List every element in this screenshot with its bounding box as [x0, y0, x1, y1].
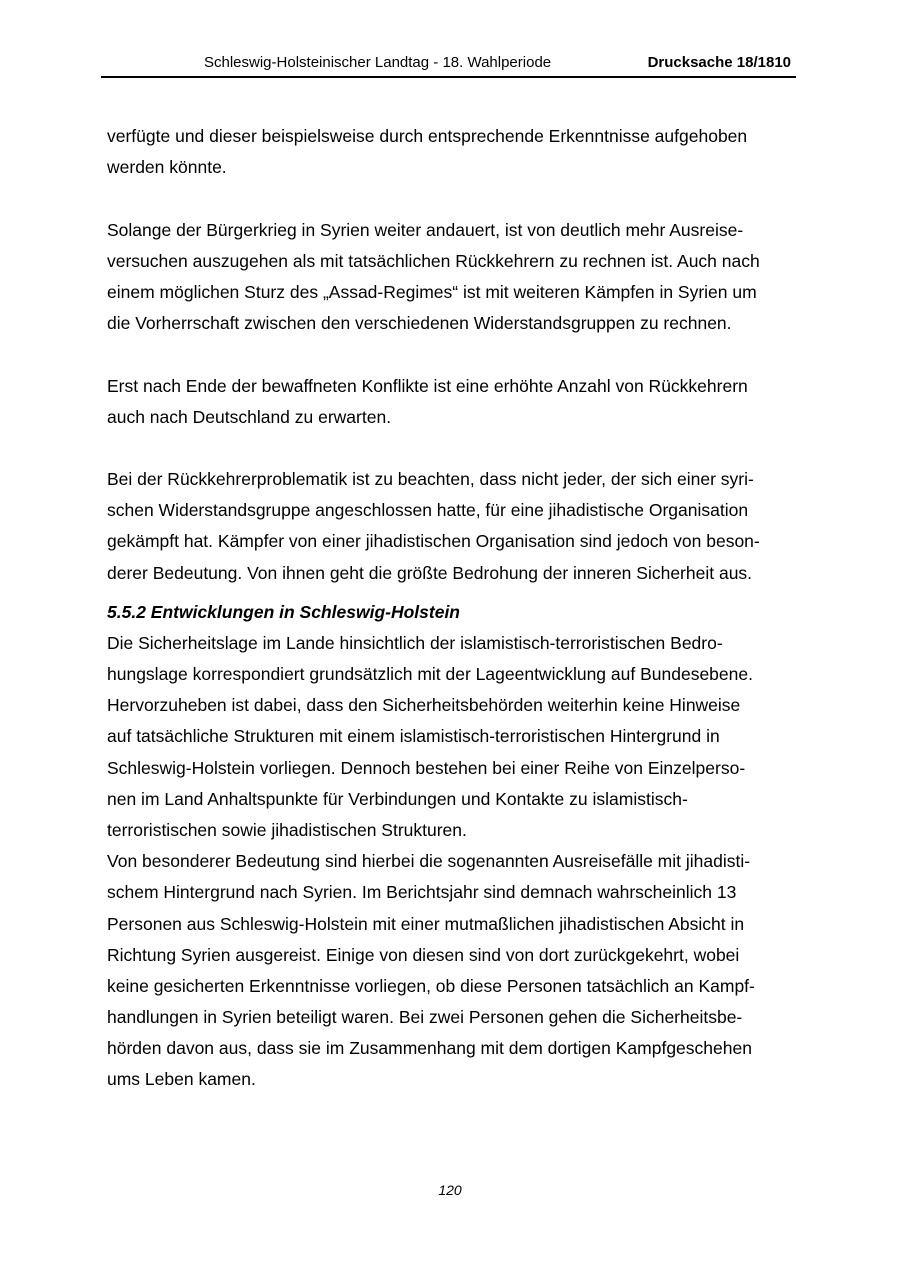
text-line: ums Leben kamen.	[107, 1069, 256, 1090]
page-header	[101, 50, 796, 78]
text-line: auf tatsächliche Strukturen mit einem islamistisch-terroristischen Hintergrund in	[107, 726, 720, 747]
text-line: schem Hintergrund nach Syrien. Im Berichtsjahr sind demnach wahrscheinlich 13	[107, 882, 737, 903]
text-line: werden könnte.	[107, 157, 227, 178]
document-body	[107, 121, 797, 1096]
text-line: gekämpft hat. Kämpfer von einer jihadistischen Organisation sind jedoch von beson-	[107, 531, 760, 552]
text-line: hungslage korrespondiert grundsätzlich mit der Lageentwicklung auf Bundesebene.	[107, 664, 753, 684]
text-line: Schleswig-Holstein vorliegen. Dennoch bestehen bei einer Reihe von Einzelperso-	[107, 757, 746, 778]
page-number: 120	[438, 1182, 462, 1198]
text-line: Bei der Rückkehrerproblematik ist zu beachten, dass nicht jeder, der sich einer syri-	[107, 469, 754, 490]
text-line: Solange der Bürgerkrieg in Syrien weiter andauert, ist von deutlich mehr Ausreise-	[107, 219, 744, 240]
text-line: auch nach Deutschland zu erwarten.	[107, 406, 392, 427]
paragraph-3	[107, 371, 797, 433]
paragraph-1	[107, 121, 797, 183]
paragraph-6	[107, 846, 797, 1096]
text-line: schen Widerstandsgruppe angeschlossen hatte, für eine jihadistische Organisation	[107, 500, 749, 521]
text-line: Die Sicherheitslage im Lande hinsichtlich der islamistisch-terroristischen Bedro-	[107, 632, 723, 653]
text-line: hörden davon aus, dass sie im Zusammenhang mit dem dortigen Kampfgeschehen	[107, 1038, 752, 1059]
text-line: Hervorzuheben ist dabei, dass den Sicherheitsbehörden weiterhin keine Hinweise	[107, 695, 741, 716]
text-line: die Vorherrschaft zwischen den verschiedenen Widerstandsgruppen zu rechnen.	[107, 313, 732, 334]
text-line: versuchen auszugehen als mit tatsächlichen Rückkehrern zu rechnen ist. Auch nach	[107, 250, 760, 271]
document-number: Drucksache 18/1810	[647, 54, 791, 71]
text-line: Von besonderer Bedeutung sind hierbei die sogenannten Ausreisefälle mit jihadisti-	[107, 851, 751, 872]
text-line: terroristischen sowie jihadistischen Strukturen.	[107, 819, 467, 840]
text-line: keine gesicherten Erkenntnisse vorliegen, ob diese Personen tatsächlich an Kampf-	[107, 975, 755, 996]
text-line: Erst nach Ende der bewaffneten Konflikte ist eine erhöhte Anzahl von Rückkehrern	[107, 375, 748, 396]
section-heading: 5.5.2 Entwicklungen in Schleswig-Holstein	[107, 601, 460, 622]
paragraph-4	[107, 464, 797, 589]
text-line: verfügte und dieser beispielsweise durch entsprechende Erkenntnisse aufgehoben	[107, 126, 748, 146]
header-title: Schleswig-Holsteinischer Landtag - 18. Wahlperiode	[204, 54, 552, 71]
text-line: nen im Land Anhaltspunkte für Verbindungen und Kontakte zu islamistisch-	[107, 788, 688, 809]
paragraph-2	[107, 215, 797, 340]
text-line: Richtung Syrien ausgereist. Einige von diesen sind von dort zurückgekehrt, wobei	[107, 944, 740, 965]
text-line: einem möglichen Sturz des „Assad-Regimes“ ist mit weiteren Kämpfen in Syrien um	[107, 281, 757, 302]
paragraph-5	[107, 628, 797, 846]
text-line: derer Bedeutung. Von ihnen geht die größte Bedrohung der inneren Sicherheit aus.	[107, 562, 753, 583]
text-line: Personen aus Schleswig-Holstein mit einer mutmaßlichen jihadistischen Absicht in	[107, 913, 745, 934]
text-line: handlungen in Syrien beteiligt waren. Bei zwei Personen gehen die Sicherheitsbe-	[107, 1007, 743, 1028]
